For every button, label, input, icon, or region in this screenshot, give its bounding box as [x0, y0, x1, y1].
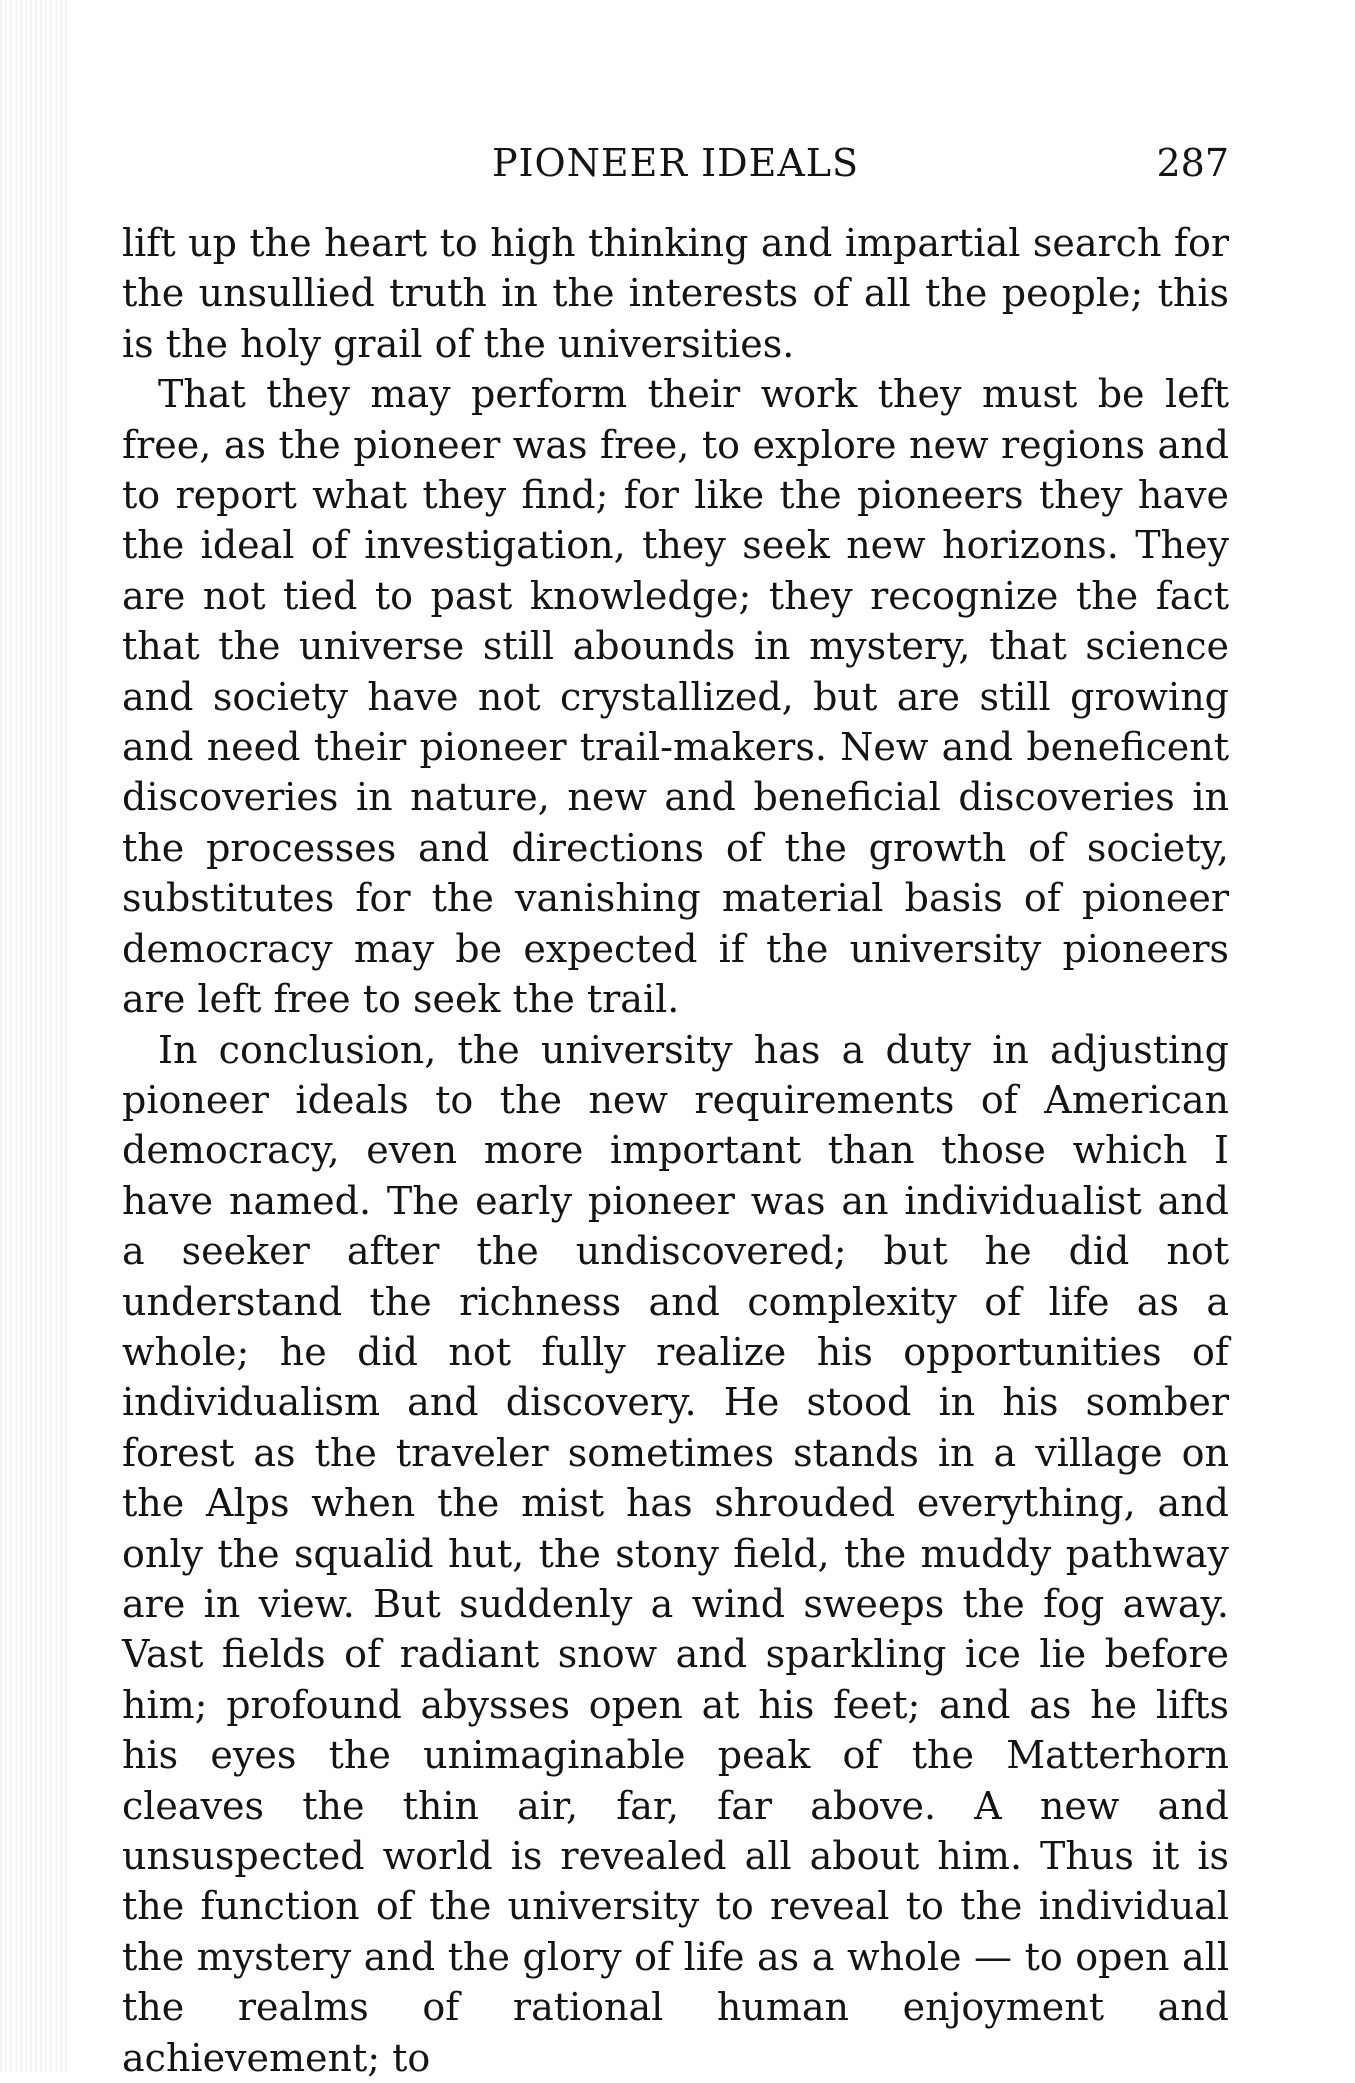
paragraph: That they may perform their work they must be left free, as the pioneer was free, to explore new regions and to report what they find; for like the pioneers they have the ideal of investigation, they seek new horizons. They are not tied to past knowledge; they recognize the fact that the universe still abounds in mystery, that science and society have not crystallized, but are still growing and need their pioneer trail-makers. New and beneficent discoveries in nature, new and beneficial discoveries in the processes and directions of the growth of society, substitutes for the vanishing material basis of pioneer democracy may be expected if the university pioneers are left free to seek the trail.: [122, 369, 1229, 1024]
paragraph: In conclusion, the university has a duty in adjusting pioneer ideals to the new requirements of American democracy, even more important than those which I have named. The early pioneer was an individualist and a seeker after the undiscovered; but he did not understand the richness and complexity of life as a whole; he did not fully realize his opportunities of individualism and discovery. He stood in his somber forest as the traveler sometimes stands in a village on the Alps when the mist has shrouded everything, and only the squalid hut, the stony field, the muddy pathway are in view. But suddenly a wind sweeps the fog away. Vast fields of radiant snow and sparkling ice lie before him; profound abysses open at his feet; and as he lifts his eyes the unimaginable peak of the Matterhorn cleaves the thin air, far, far above. A new and unsuspected world is revealed all about him. Thus it is the function of the university to reveal to the individual the mystery and the glory of life as a whole — to open all the realms of rational human enjoyment and achievement; to: [122, 1025, 1229, 2083]
running-title: PIONEER IDEALS: [122, 138, 1229, 188]
running-head: [122, 138, 1229, 188]
book-page: [122, 0, 1229, 2072]
paragraph-continued: lift up the heart to high thinking and impartial search for the unsullied truth in the interests of all the people; this is the holy grail of the universities.: [122, 218, 1229, 369]
text-body: [122, 218, 1229, 2083]
page-number: 287: [1156, 138, 1229, 188]
scan-edge: [0, 0, 70, 2072]
